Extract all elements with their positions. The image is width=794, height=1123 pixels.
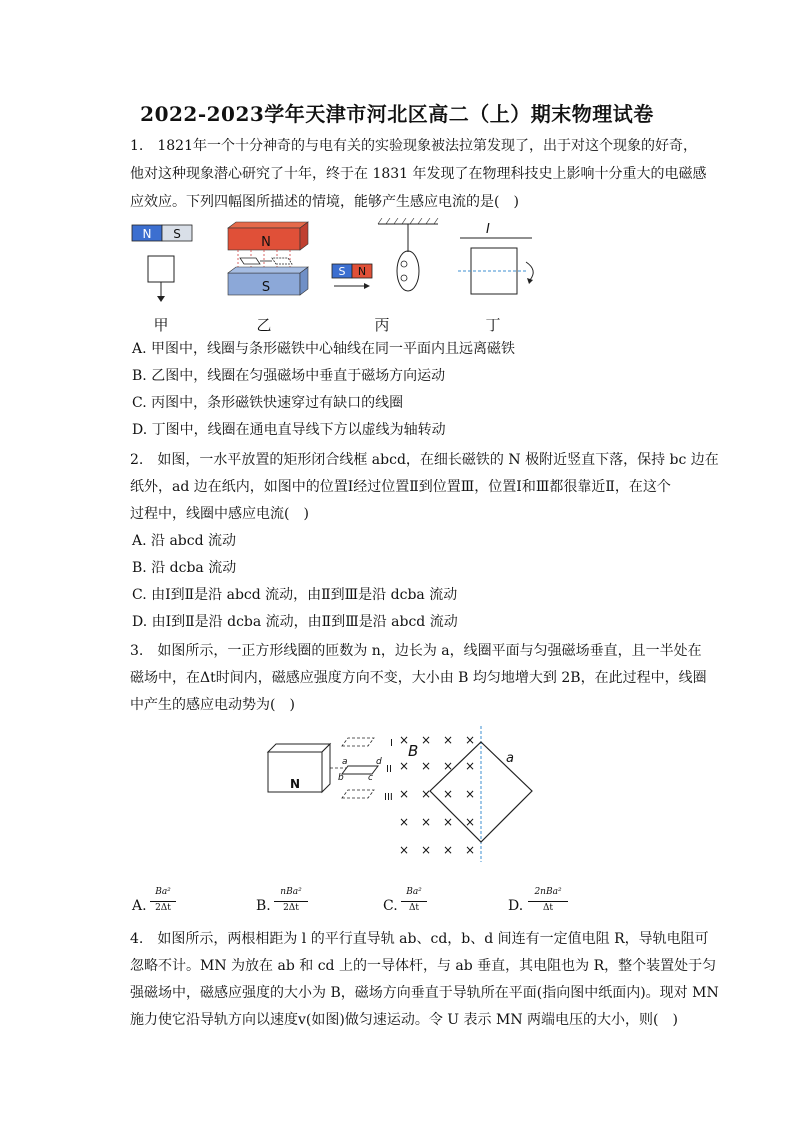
- figure-caption: 丁: [485, 316, 501, 334]
- corner-b-label: b: [338, 773, 344, 783]
- magnet-n-label: N: [261, 235, 271, 250]
- svg-text:×: ×: [399, 759, 410, 773]
- svg-text:×: ×: [443, 815, 454, 829]
- figure-caption: 乙: [256, 316, 272, 334]
- svg-text:×: ×: [421, 787, 432, 801]
- q4-stem-line: 施力使它沿导轨方向以速度v(如图)做匀速运动。令 U 表示 MN 两端电压的大小，则( ): [130, 1012, 678, 1028]
- q3-stem-line: 磁场中，在Δt时间内，磁感应强度方向不变，大小由 B 均匀地增大到 2B，在此过程中，线圈: [130, 670, 707, 686]
- q2-option-d[interactable]: D. 由Ⅰ到Ⅱ是沿 dcba 流动，由Ⅱ到Ⅲ是沿 abcd 流动: [132, 614, 458, 630]
- q1-stem-line: 1. 1821年一个十分神奇的与电有关的实验现象被法拉第发现了，出于对这个现象的好奇，: [130, 138, 697, 154]
- q1-stem-line: 应效应。下列四幅图所描述的情境，能够产生感应电流的是( ): [130, 194, 519, 210]
- corner-a-label: a: [342, 757, 348, 767]
- q4-stem-line: 4. 如图所示，两根相距为 l 的平行直导轨 ab、cd，b、d 间连有一定值电阻 R，导轨电阻可: [130, 931, 709, 947]
- svg-text:×: ×: [399, 815, 410, 829]
- q2-option-b[interactable]: B. 沿 dcba 流动: [132, 560, 237, 576]
- svg-text:×: ×: [421, 759, 432, 773]
- q4-stem-line: 忽略不计。MN 为放在 ab 和 cd 上的一导体杆，与 ab 垂直，其电阻也为 R，整个装置处于匀: [130, 958, 717, 974]
- exam-page: 2022-2023学年天津市河北区高二（上）期末物理试卷 1. 1821年一个十分神奇的与电有关的实验现象被法拉第发现了，出于对这个现象的好奇， 他对这种现象潜心研究了十年，终于在 1831 年发现了在物理科技史上影响十分重大的电磁感 应效应。下列四幅图所描述的情境，能够产生感应电流的是( ) N S N S S N I 甲 乙 丙 丁 A. 甲图中，线圈与条形磁铁中心轴线在同一平面内且远离磁铁 B. 乙图中，线圈在匀强磁场中垂直于磁场方向运动 C. 丙图中，条形磁铁快速穿过有缺口的线圈 D. 丁图中，线圈在通电直导线下方以虚线为轴转动 2. 如图，一水平放置的矩形闭合线框 abcd，在细长磁铁的 N 极附近竖直下落，保持 bc 边在 纸外，ad 边在纸内，如图中的位置Ⅰ经过位置Ⅱ到位置Ⅲ，位置Ⅰ和Ⅲ都很靠近Ⅱ，在这个 过程中，线圈中感应电流( ) A. 沿 abcd 流动 B. 沿 dcba 流动 C. 由Ⅰ到Ⅱ是沿 abcd 流动，由Ⅱ到Ⅲ是沿 dcba 流动 D. 由Ⅰ到Ⅱ是沿 dcba 流动，由Ⅱ到Ⅲ是沿 abcd 流动 3. 如图所示，一正方形线圈的匝数为 n，边长为 a，线圈平面与匀强磁场垂直，且一半处在 磁场中，在Δt时间内，磁感应强度方向不变，大小由 B 均匀地增大到 2B，在此过程中，线圈 中产生的感应电动势为( ) N a b c d I II III B × × × × × × × × × × × × × × × × × × × × a A. Ba² 2Δt B. nBa² 2Δt C. Ba² Δt D. 2nBa² Δt 4. 如图所示，两根相距为 l 的平行直导轨 ab、cd，b、d 间连有一定值电阻 R，导轨电阻可 忽略不计。MN 为放在 ab 和 cd 上的一导体杆，与 ab 垂直，其电阻也为 R，整个装置处于匀 强磁场中，磁感应强度的大小为 B，磁场方向垂直于导轨所在平面(指向图中纸面内)。现对 MN 施力使它沿导轨方向以速度v(如图)做匀速运动。令 U 表示 MN 两端电压的大小，则( ): [0, 0, 794, 1123]
- q1-option-b[interactable]: B. 乙图中，线圈在匀强磁场中垂直于磁场方向运动: [132, 368, 446, 384]
- magnet-n-label: N: [290, 777, 301, 791]
- q4-stem-line: 强磁场中，磁感应强度的大小为 B，磁场方向垂直于导轨所在平面(指向图中纸面内)。现对 MN: [130, 985, 719, 1001]
- svg-text:×: ×: [399, 787, 410, 801]
- field-b-label: B: [408, 742, 419, 760]
- bar-magnet: [268, 744, 348, 792]
- magnet-s-label: S: [261, 280, 271, 295]
- frame-position-3: [342, 790, 374, 798]
- svg-text:×: ×: [465, 843, 476, 857]
- corner-d-label: d: [376, 757, 382, 767]
- figure-ding: [458, 222, 533, 294]
- svg-text:×: ×: [421, 733, 432, 747]
- svg-text:×: ×: [399, 733, 410, 747]
- svg-text:×: ×: [443, 787, 454, 801]
- q3-stem-line: 中产生的感应电动势为( ): [130, 697, 295, 713]
- magnet-s-label: S: [173, 227, 181, 241]
- position-1-label: I: [390, 738, 393, 749]
- q1-option-d[interactable]: D. 丁图中，线圈在通电直导线下方以虚线为轴转动: [132, 422, 446, 438]
- svg-text:×: ×: [421, 815, 432, 829]
- svg-text:×: ×: [465, 733, 476, 747]
- svg-text:×: ×: [465, 759, 476, 773]
- corner-c-label: c: [368, 773, 373, 783]
- magnet-n-label: N: [357, 265, 367, 278]
- current-label: I: [486, 222, 490, 237]
- q1-figures: [126, 218, 556, 318]
- q2-option-a[interactable]: A. 沿 abcd 流动: [132, 533, 237, 549]
- svg-text:×: ×: [399, 843, 410, 857]
- position-2-label: II: [386, 764, 392, 775]
- magnet-s-label: S: [338, 265, 346, 278]
- q2-stem-line: 纸外，ad 边在纸内，如图中的位置Ⅰ经过位置Ⅱ到位置Ⅲ，位置Ⅰ和Ⅲ都很靠近Ⅱ，在这个: [130, 479, 671, 495]
- q2-q3-figure: [262, 724, 562, 864]
- page-title: 2022-2023学年天津市河北区高二（上）期末物理试卷: [140, 102, 654, 126]
- svg-text:×: ×: [443, 759, 454, 773]
- q2-stem-line: 2. 如图，一水平放置的矩形闭合线框 abcd，在细长磁铁的 N 极附近竖直下落，保持 bc 边在: [130, 452, 719, 468]
- figure-caption: 丙: [374, 316, 390, 334]
- figure-yi: [228, 222, 308, 295]
- q3-stem-line: 3. 如图所示，一正方形线圈的匝数为 n，边长为 a，线圈平面与匀强磁场垂直，且一半处在: [130, 643, 702, 659]
- svg-text:×: ×: [465, 787, 476, 801]
- q1-option-a[interactable]: A. 甲图中，线圈与条形磁铁中心轴线在同一平面内且远离磁铁: [132, 341, 516, 357]
- figure-bing: [332, 218, 438, 291]
- q2-option-c[interactable]: C. 由Ⅰ到Ⅱ是沿 abcd 流动，由Ⅱ到Ⅲ是沿 dcba 流动: [132, 587, 458, 603]
- svg-text:×: ×: [421, 843, 432, 857]
- svg-text:×: ×: [465, 815, 476, 829]
- figure-jia: [132, 225, 192, 302]
- q1-option-c[interactable]: C. 丙图中，条形磁铁快速穿过有缺口的线圈: [132, 395, 404, 411]
- frame-position-1: [342, 738, 374, 746]
- figure-caption: 甲: [153, 316, 169, 334]
- magnet-n-label: N: [142, 227, 152, 241]
- q2-stem-line: 过程中，线圈中感应电流( ): [130, 506, 309, 522]
- q1-stem-line: 他对这种现象潜心研究了十年，终于在 1831 年发现了在物理科技史上影响十分重大的电磁感: [130, 166, 707, 182]
- svg-text:×: ×: [443, 733, 454, 747]
- position-3-label: III: [384, 792, 393, 803]
- side-length-label: a: [506, 751, 514, 766]
- svg-text:×: ×: [443, 843, 454, 857]
